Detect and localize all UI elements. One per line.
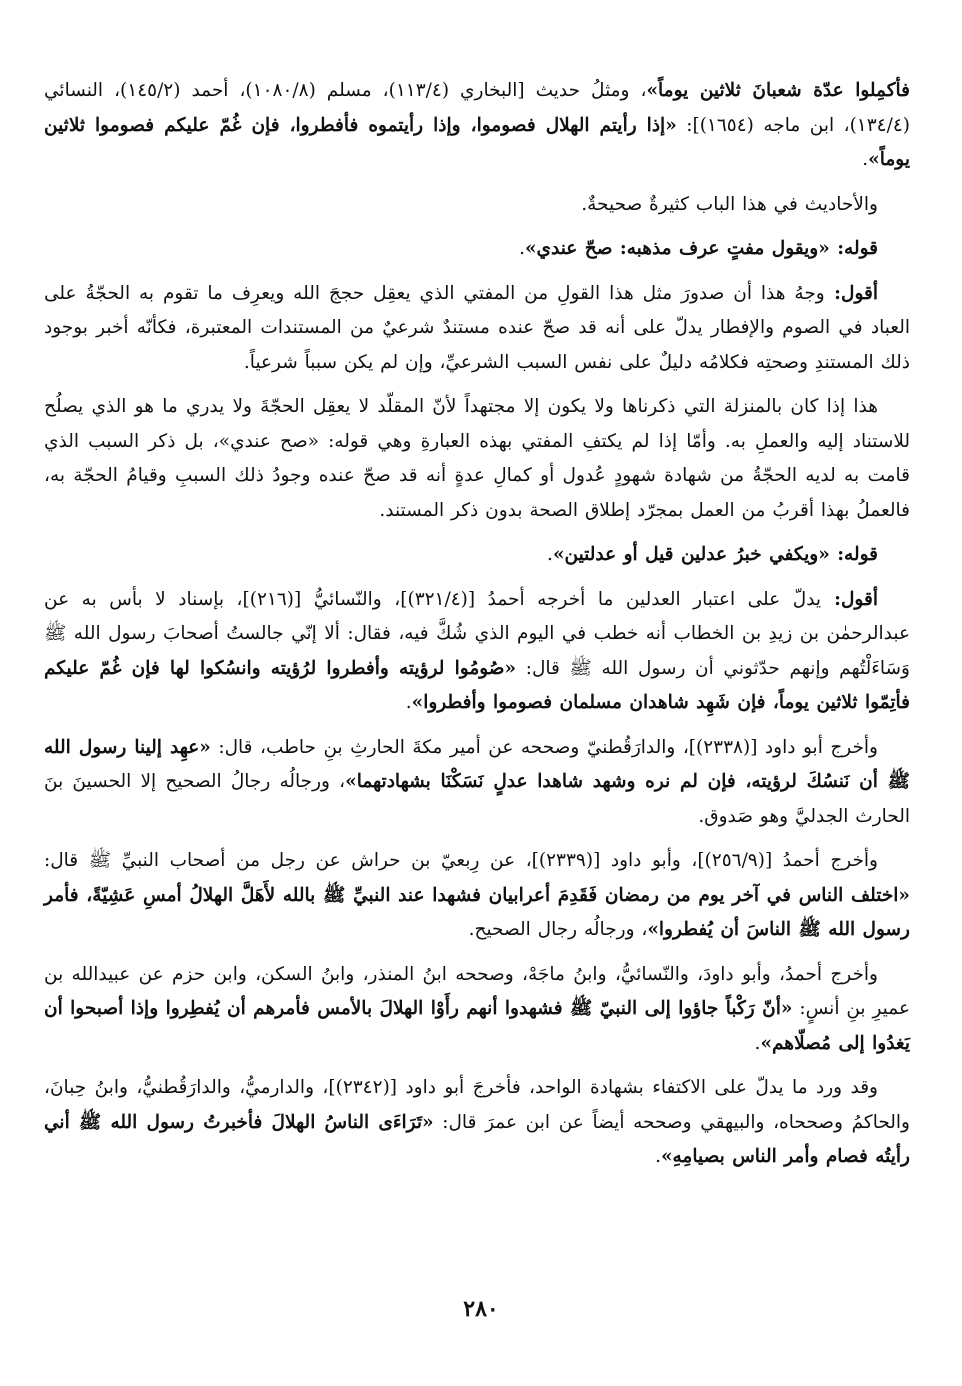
bold-text-segment: «عهِد إلينا رسول الله ﷺ أن نَنسُكَ لرؤيته، فإن لم نره وشهد شاهدا عدلٍ نَسَكْنَا بشهادتهما»: [44, 736, 910, 792]
text-segment: ، ورجالُه رجال الصحيح.: [468, 919, 648, 940]
text-segment: .: [547, 544, 553, 565]
bold-text-segment: «اختلف الناس في آخر يوم من رمضان فَقَدِمَ أعرابيان فشهدا عند النبيِّ ﷺ بالله لأَهَلَّ الهلالُ أمسِ عَشِيّةً، فأمر رسول الله ﷺ الناسَ أن يُفطروا»: [44, 884, 910, 940]
paragraph: [44, 1071, 910, 1175]
paragraph: [44, 390, 910, 528]
paragraph: [44, 958, 910, 1062]
paragraph: [44, 538, 910, 573]
text-segment: وأخرج أحمدُ [(٢٥٦/٩)]، وأبو داود [(٢٣٣٩)]، عن رِبعيّ بن حراش عن رجل من أصحاب النبيِّ ﷺ قال:: [44, 850, 878, 871]
text-segment: وأخرج أحمدُ، وأبو داودَ، والنّسائيُّ، وابنُ ماجَهْ، وصححه ابنُ المنذر، وابنُ السكن، وابن حزم عن عبيدالله بن عميرِ بنِ أنسٍ:: [44, 963, 910, 1019]
bold-text-segment: قوله: «ويقول مفتٍ عرف مذهبه: صحّ عندي»: [524, 238, 878, 259]
text-segment: .: [862, 149, 869, 170]
bold-text-segment: فأكمِلوا عدّة شعبانَ ثلاثين يوماً»: [646, 80, 910, 101]
text-segment: .: [519, 238, 525, 259]
text-segment: ، ومثلُ حديث [البخاري (١١٣/٤)، مسلم (١٠٨٠/٨)، أحمد (١٤٥/٢)، النسائي (١٣٤/٤)، ابن ماجه (١٦٥٤)]:: [44, 80, 910, 136]
paragraph: [44, 277, 910, 381]
text-segment: يدلّ على اعتبار العدلين ما أخرجه أحمدُ [(٣٢١/٤)]، والنّسائيُّ [(٢١٦)]، بإسناد لا بأس به عن عبدالرحمٰن بن زيدِ بن الخطاب أنه خطب في اليوم الذي شُكَّ فيه، فقال: ألا إنّي جالستُ أصحابَ رسول الله ﷺ وَسَاءَلْتُهم وإنهم حدّثوني أن رسول الله ﷺ قال:: [44, 588, 910, 679]
text-segment: وأخرج أبو داود [(٢٣٣٨)]، والدارَقُطنيّ وصححه عن أمير مكةَ الحارثِ بنِ حاطب، قال:: [210, 736, 878, 758]
bold-text-segment: «إذا رأيتم الهلال فصوموا، وإذا رأيتموه فأفطروا، فإن غُمّ عليكم فصوموا ثلاثين يوماً»: [44, 114, 910, 170]
paragraph: [44, 74, 910, 178]
text-segment: وجهُ هذا أن صدورَ مثل هذا القولِ من المفتي الذي يعقِل حججَ الله ويعرِف ما تقوم به الحجّةُ على العباد في الصوم والإفطار يدلّ على أنه قد صحّ عنده مستندٌ شرعيٌ من المستندات المعتبرة، فكأنّه أخبر بوجود ذلك المستندِ وصحتِه فكلامُه دليلٌ على نفس السبب الشرعيِّ، وإن لم يكن سبباً شرعياً.: [44, 282, 910, 373]
paragraph: [44, 188, 910, 223]
bold-text-segment: «أنّ رَكْباً جاؤوا إلى النبيّ ﷺ فشهدوا أنهم رأَوْا الهلالَ بالأمس فأمرهم أن يُفطِروا وإذا أصبحوا أن يَغدُوا إلى مُصلّاهم»: [44, 998, 910, 1054]
text-segment: .: [655, 1146, 661, 1167]
text-segment: .: [405, 692, 412, 713]
paragraph: [44, 731, 910, 835]
paragraph: [44, 583, 910, 721]
bold-text-segment: أقول:: [824, 282, 878, 304]
bold-text-segment: «صُومُوا لرؤيته وأفطروا لرُؤيته وانسُكوا لها فإن غُمّ عليكم فأتِمّوا ثلاثين يوماً، فإن شَهِد شاهدان مسلمان فصوموا وأفطروا»: [44, 657, 910, 713]
bold-text-segment: أقول:: [821, 588, 878, 610]
paragraph: [44, 844, 910, 948]
page-number: ٢٨٠: [463, 1296, 499, 1322]
paragraph: [44, 232, 910, 267]
text-segment: ، ورجالُه رجالُ الصحيح إلا الحسينَ بنَ الحارث الجدليَّ وهو صَدوق.: [44, 771, 910, 827]
bold-text-segment: قوله: «ويكفي خبرُ عدلين قيل أو عدلتين»: [552, 544, 878, 565]
text-segment: والأحاديث في هذا الباب كثيرةٌ صحيحةٌ.: [581, 193, 878, 215]
page-body: [44, 74, 910, 1175]
bold-text-segment: «تَرَاءَى الناسُ الهلالَ فأخبرتُ رسول الله ﷺ أني رأيتُه فصام وأمر الناس بصيامِهِ»: [44, 1111, 910, 1167]
text-segment: هذا إذا كان بالمنزلة التي ذكرناها ولا يكون إلا مجتهداً لأنّ المقلّد لا يعقِل الحجّةَ ولا يدري ما هو الذي يصلُح للاستناد إليه والعملِ به. وأمّا إذا لم يكتفِ المفتي بهذه العبارةِ وهي قوله: «صح عندي»، بل ذكر السبب الذي قامت به لديه الحجّةُ من شهادة شهودٍ عُدول أو كمالِ عدةٍ أنه قد صحّ عنده وجودُ ذلك السببِ وقيامُ الحجّة به، فالعملُ بهذا أقربُ من العمل بمجرّد إطلاق الصحة بدون ذكر المستند.: [44, 396, 910, 521]
text-segment: .: [754, 1032, 761, 1054]
text-segment: وقد ورد ما يدلّ على الاكتفاء بشهادة الواحد، فأخرجَ أبو داود [(٢٣٤٢)]، والدارميُّ، والدارَقُطنيُّ، وابنُ حِبانَ، والحاكمُ وصححاه، والبيهقي وصححه أيضاً عن ابن عمرَ قال:: [44, 1077, 910, 1133]
